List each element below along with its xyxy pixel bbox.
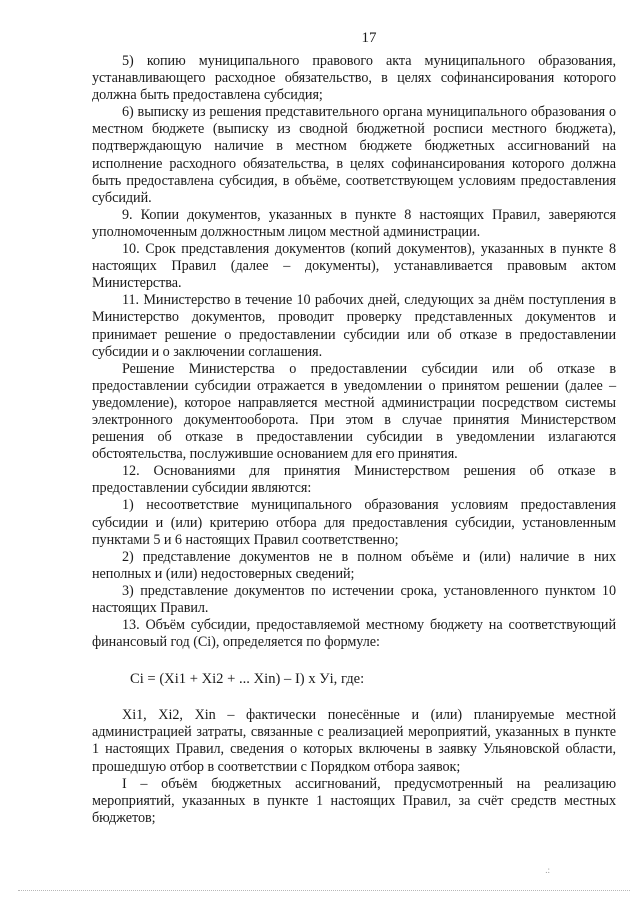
paragraph-13: 13. Объём субсидии, предоставляемой местному бюджету на соответствующий финансовый год (Ci), определяется по формуле: [92, 617, 616, 651]
paragraph-10: 10. Срок представления документов (копий документов), указанных в пункте 8 настоящих Правил (далее – документы), устанавливается правовым актом Министерства. [92, 241, 616, 292]
paragraph-12-item-3: 3) представление документов по истечении срока, установленного пунктом 10 настоящих Правил. [92, 582, 616, 616]
paragraph-decision: Решение Министерства о предоставлении субсидии или об отказе в предоставлении субсидии отражается в уведомлении о принятом решении (далее – уведомление), которое направляется местной администрации посредством системы электронного документооборота. При этом в случае принятия Министерством решения об отказе в предоставлении субсидии в уведомлении излагаются обстоятельства, послужившие основанием для его принятия. [92, 360, 616, 463]
paragraph-11: 11. Министерство в течение 10 рабочих дней, следующих за днём поступления в Министерство документов, проводит проверку представленных документов и принимает решение о предоставлении субсидии или об отказе в предоставлении субсидии и о заключении соглашения. [92, 292, 616, 360]
page-number: 17 [361, 30, 377, 46]
definition-xi: Xi1, Xi2, Xin – фактически понесённые и (или) планируемые местной администрацией затраты, связанные с реализацией мероприятий, указанных в пункте 1 настоящих Правил, сведения о которых включены в заявку Ульяновской области, прошедшую отбор в соответствии с Порядком отбора заявок; [92, 707, 616, 775]
paragraph-12-item-1: 1) несоответствие муниципального образования условиям предоставления субсидии и (или) критерию отбора для предоставления субсидии, установленным пунктами 5 и 6 настоящих Правил соответственно; [92, 497, 616, 548]
paragraph-item-5: 5) копию муниципального правового акта муниципального образования, устанавливающего расходное обязательство, в целях софинансирования которого должна быть предоставлена субсидия; [92, 53, 616, 104]
definition-i: I – объём бюджетных ассигнований, предусмотренный на реализацию мероприятий, указанных в пункте 1 настоящих Правил, за счёт средств местных бюджетов; [92, 775, 616, 826]
paragraph-12-item-2: 2) представление документов не в полном объёме и (или) наличие в них неполных и (или) недостоверных сведений; [92, 548, 616, 582]
paragraph-12: 12. Основаниями для принятия Министерством решения об отказе в предоставлении субсидии являются: [92, 463, 616, 497]
scan-speck: .: [545, 865, 550, 875]
bottom-dotted-rule [18, 890, 630, 891]
paragraph-9: 9. Копии документов, указанных в пункте 8 настоящих Правил, заверяются уполномоченным должностным лицом местной администрации. [92, 206, 616, 240]
paragraph-item-6: 6) выписку из решения представительного органа муниципального образования о местном бюджете (выписку из сводной бюджетной росписи местного бюджета), подтверждающую наличие в местном бюджете бюджетных ассигнований на исполнение расходного обязательства, в целях софинансирования которого должна быть предоставлена субсидия, в объёме, соответствующем условиям предоставления субсидий. [92, 104, 616, 206]
subsidy-formula: Ci = (Xi1 + Xi2 + ... Xin) – I) x Уi, где: [130, 671, 365, 688]
